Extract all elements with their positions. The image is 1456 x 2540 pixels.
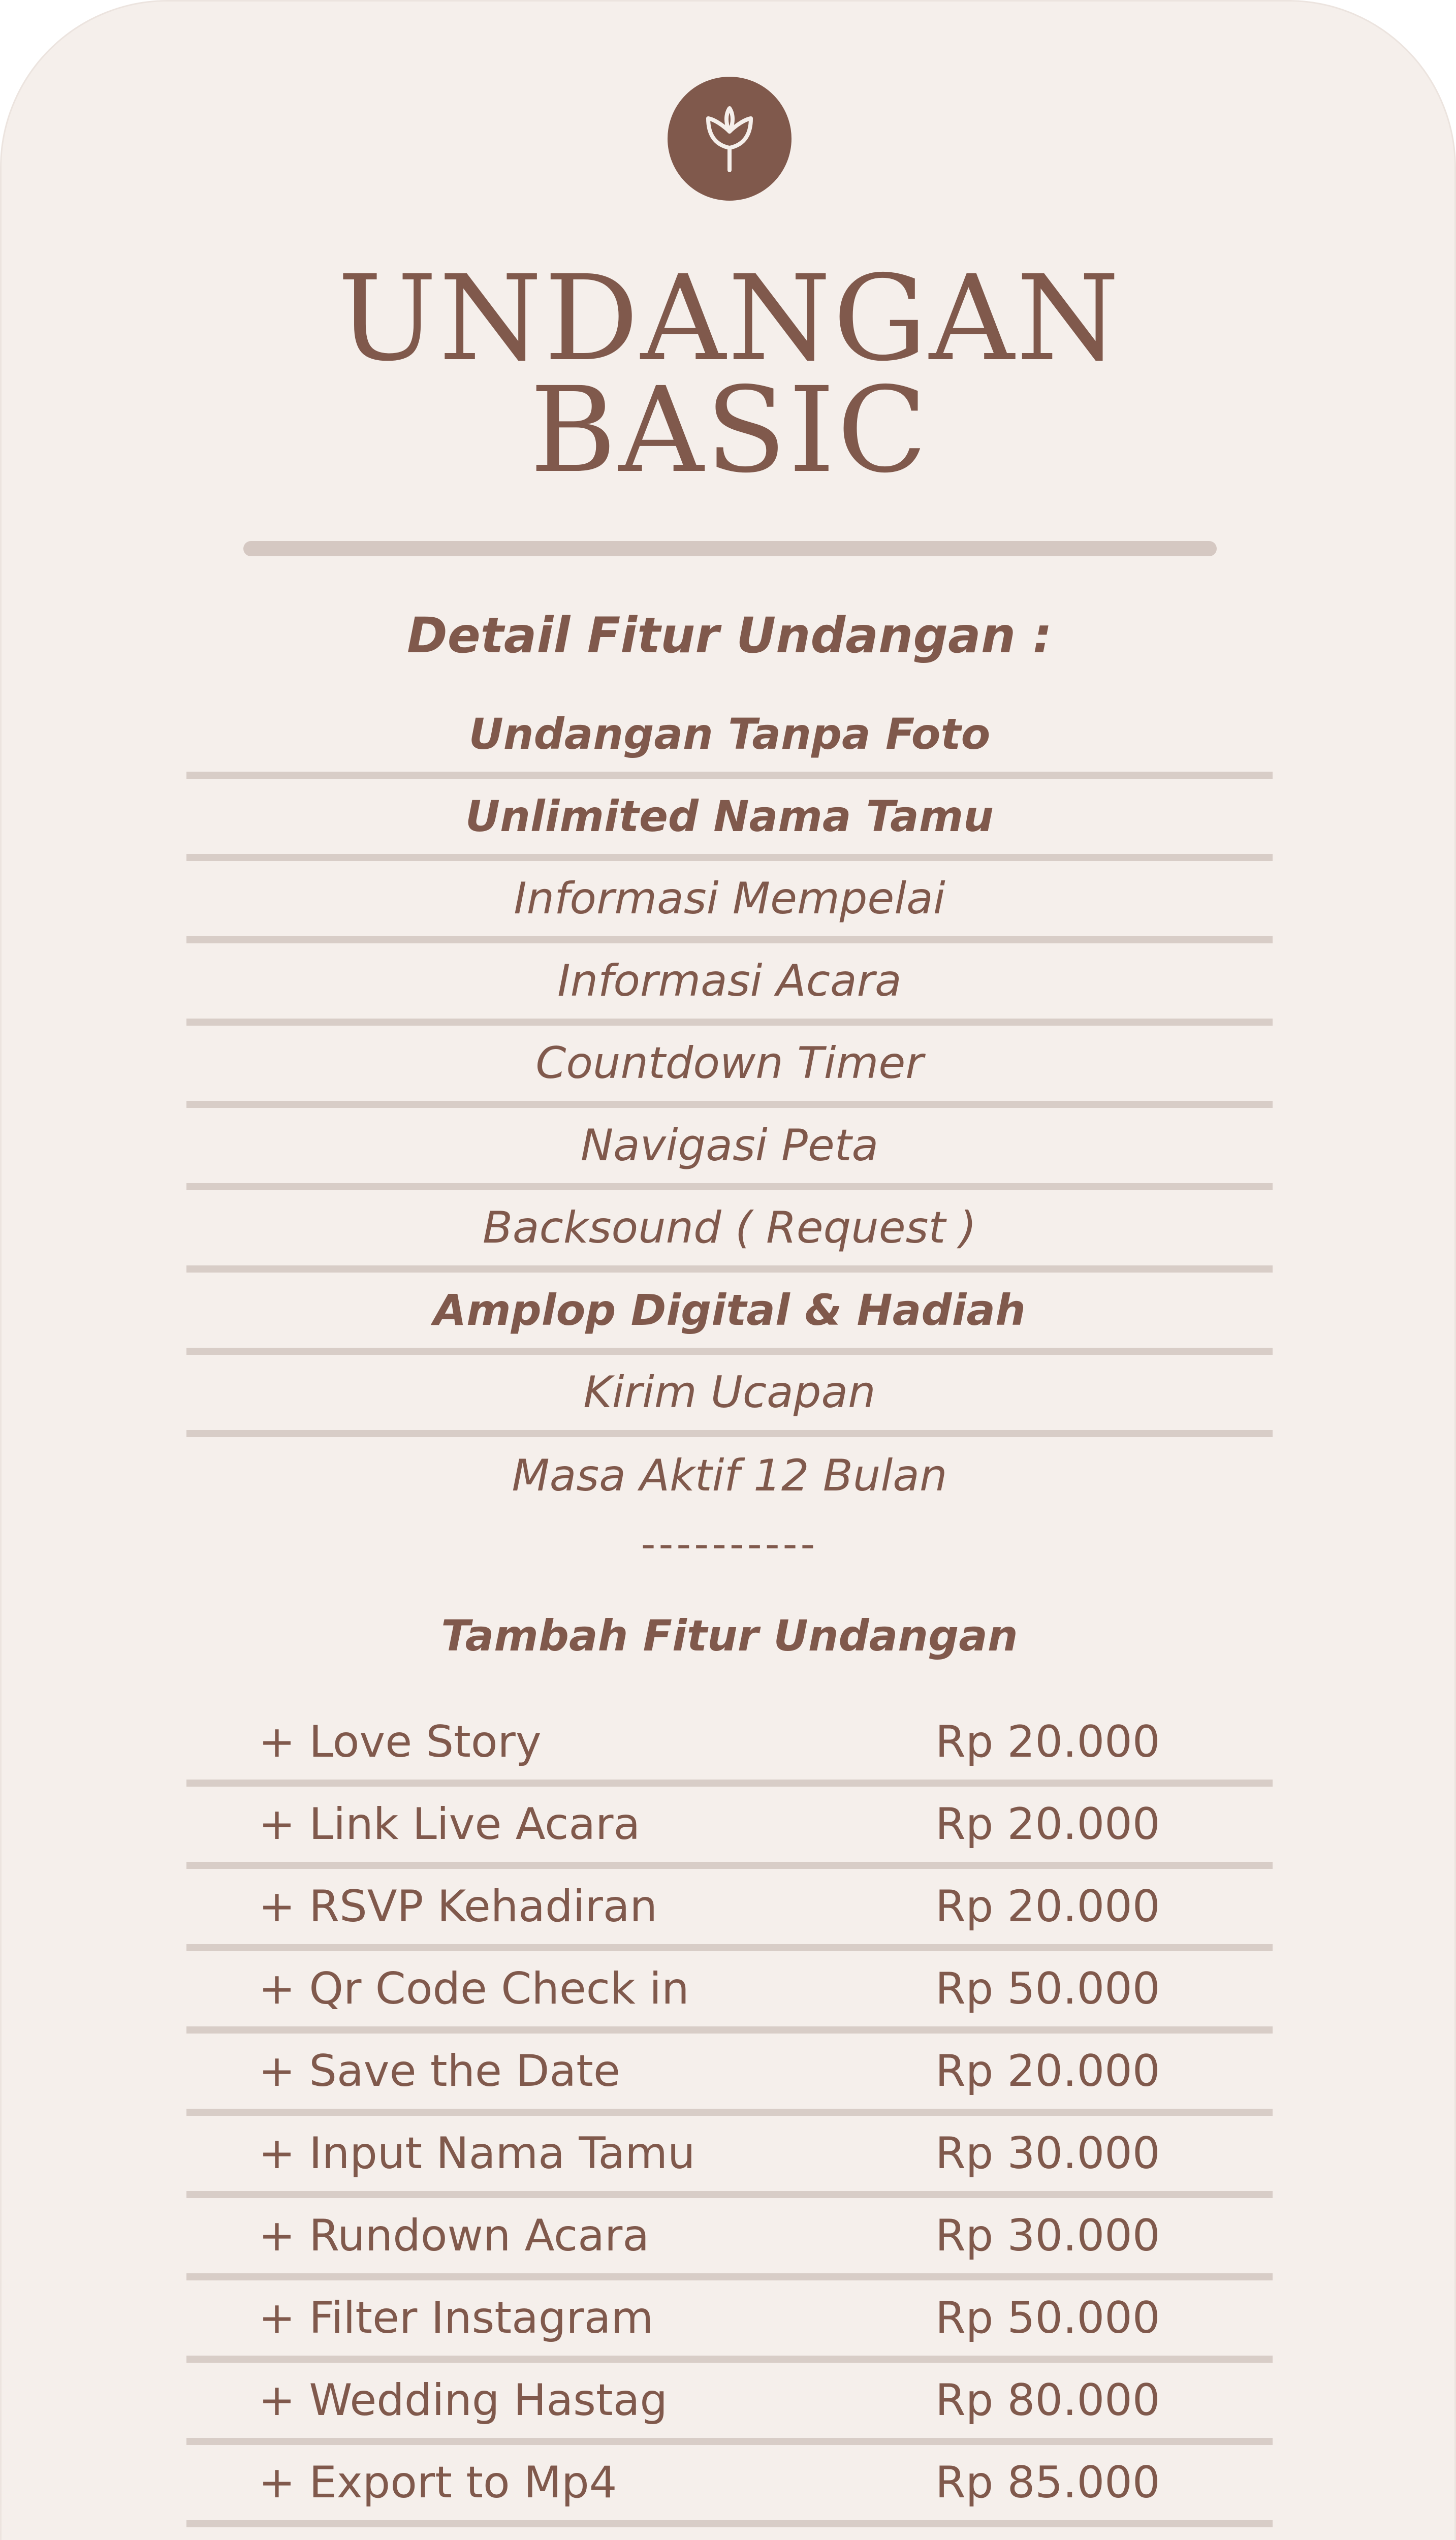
row-divider bbox=[186, 1430, 1273, 1437]
addon-row bbox=[186, 2034, 1273, 2116]
addon-price: Rp 20.000 bbox=[935, 2046, 1160, 2097]
feature-label: Countdown Timer bbox=[535, 1038, 924, 1089]
tulip-icon bbox=[699, 105, 760, 172]
row-divider bbox=[186, 936, 1273, 943]
feature-label: Undangan Tanpa Foto bbox=[468, 709, 991, 759]
addon-row bbox=[186, 2198, 1273, 2280]
feature-label: Backsound ( Request ) bbox=[482, 1202, 977, 1253]
row-divider bbox=[186, 1101, 1273, 1108]
feature-row bbox=[186, 1273, 1273, 1355]
addon-row bbox=[186, 1869, 1273, 1951]
addon-price: Rp 30.000 bbox=[935, 2128, 1160, 2179]
title-line-2: BASIC bbox=[529, 362, 930, 499]
feature-row bbox=[186, 779, 1273, 861]
row-divider bbox=[186, 1348, 1273, 1355]
row-divider bbox=[186, 772, 1273, 779]
addon-price: Rp 50.000 bbox=[935, 2293, 1160, 2343]
addon-row bbox=[186, 2532, 1273, 2540]
addon-row bbox=[186, 1951, 1273, 2034]
addon-name: + Qr Code Check in bbox=[259, 1963, 689, 2014]
title-divider bbox=[243, 541, 1217, 556]
addon-row bbox=[186, 2445, 1273, 2527]
row-divider bbox=[186, 2109, 1273, 2116]
row-divider bbox=[186, 1019, 1273, 1026]
addon-price bbox=[935, 2532, 1188, 2540]
row-divider bbox=[186, 2520, 1273, 2527]
addon-row bbox=[186, 2363, 1273, 2445]
addon-name: + Rundown Acara bbox=[259, 2210, 650, 2261]
addon-name bbox=[259, 2532, 660, 2540]
feature-row bbox=[186, 1190, 1273, 1273]
title-line-1: UNDANGAN bbox=[337, 250, 1122, 387]
logo-badge bbox=[668, 77, 792, 201]
addon-name: + Filter Instagram bbox=[259, 2293, 654, 2343]
addon-name: + Link Live Acara bbox=[259, 1799, 641, 1850]
feature-row bbox=[186, 1108, 1273, 1190]
feature-label: Informasi Mempelai bbox=[514, 873, 945, 924]
row-divider bbox=[186, 2191, 1273, 2198]
feature-label: Navigasi Peta bbox=[580, 1120, 879, 1171]
addon-price: Rp 30.000 bbox=[935, 2210, 1160, 2261]
feature-active-period: Masa Aktif 12 Bulan bbox=[512, 1450, 947, 1501]
addon-name: + Input Nama Tamu bbox=[259, 2128, 695, 2179]
addon-name: + RSVP Kehadiran bbox=[259, 1881, 658, 1932]
row-divider bbox=[186, 1944, 1273, 1951]
addon-row bbox=[186, 2280, 1273, 2363]
feature-label: Kirim Ucapan bbox=[583, 1367, 876, 1418]
row-divider bbox=[186, 1862, 1273, 1869]
addon-price: Rp 20.000 bbox=[935, 1717, 1160, 1767]
addon-price: Rp 50.000 bbox=[935, 1963, 1160, 2014]
row-divider bbox=[186, 1183, 1273, 1190]
addon-price: Rp 20.000 bbox=[935, 1881, 1160, 1932]
row-divider bbox=[186, 2438, 1273, 2445]
row-divider bbox=[186, 2356, 1273, 2363]
feature-row bbox=[186, 696, 1273, 779]
addon-name: + Love Story bbox=[259, 1717, 542, 1767]
section-separator: ---------- bbox=[641, 1520, 818, 1568]
addon-row bbox=[186, 1787, 1273, 1869]
addon-name: + Wedding Hastag bbox=[259, 2375, 668, 2426]
row-divider bbox=[186, 854, 1273, 861]
addon-price: Rp 20.000 bbox=[935, 1799, 1160, 1850]
features-heading: Detail Fitur Undangan : bbox=[407, 607, 1052, 664]
feature-label: Unlimited Nama Tamu bbox=[465, 791, 994, 841]
feature-row bbox=[186, 1355, 1273, 1437]
row-divider bbox=[186, 2026, 1273, 2034]
feature-label: Amplop Digital & Hadiah bbox=[433, 1285, 1026, 1335]
addons-heading: Tambah Fitur Undangan bbox=[441, 1611, 1018, 1661]
addon-price: Rp 85.000 bbox=[935, 2457, 1160, 2508]
addon-name: + Save the Date bbox=[259, 2046, 620, 2097]
feature-row bbox=[186, 1026, 1273, 1108]
feature-row bbox=[186, 861, 1273, 943]
row-divider bbox=[186, 1265, 1273, 1273]
addon-row bbox=[186, 2116, 1273, 2198]
addon-row bbox=[186, 1704, 1273, 1787]
row-divider bbox=[186, 2273, 1273, 2280]
addon-name: + Export to Mp4 bbox=[259, 2457, 617, 2508]
feature-row bbox=[186, 943, 1273, 1026]
row-divider bbox=[186, 1780, 1273, 1787]
addon-price: Rp 80.000 bbox=[935, 2375, 1160, 2426]
feature-label: Informasi Acara bbox=[557, 956, 902, 1006]
